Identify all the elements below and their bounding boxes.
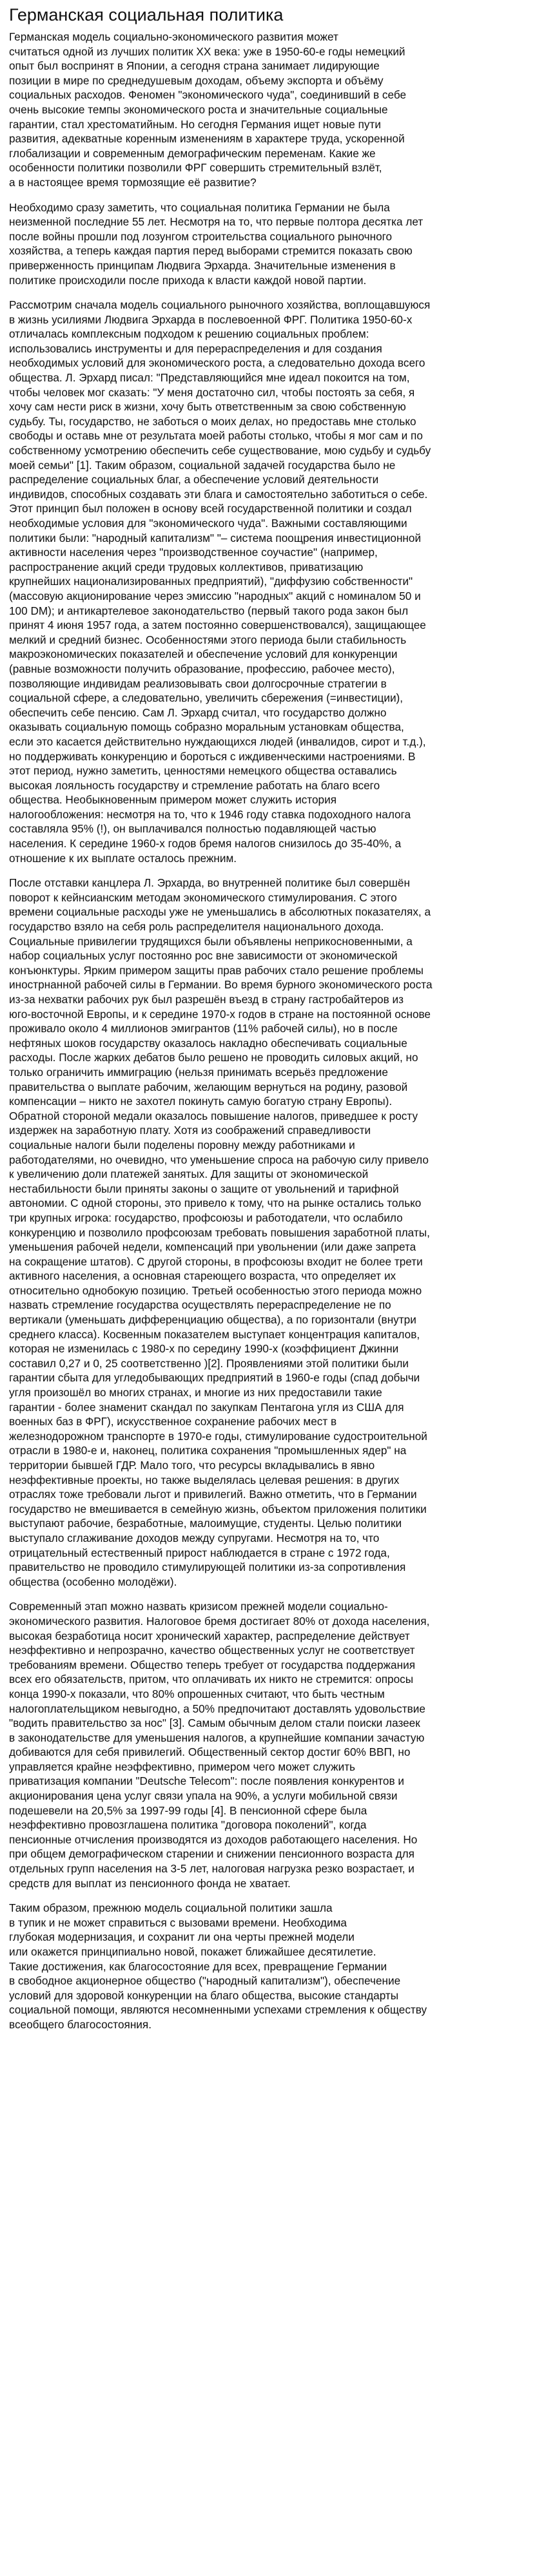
- page-title: Германская социальная политика: [9, 5, 284, 24]
- paragraph-keynesian-turn: После отставки канцлера Л. Эрхарда, во внутренней политике был совершён поворот к кейнсианским методам экономического стимулирования. С этого времени социальные расходы уже не уменьшались в абсолютных показателях, а государство взяло на себя роль распределителя национального дохода. Социальные привилегии трудящихся были объявлены неприкосновенными, а набор социальных услуг постоянно рос вне зависимости от экономической конъюнктуры. Ярким примером защиты прав рабочих стало решение проблемы инострнанной рабочей силы в Германии. Во время бурного экономического роста из-за нехватки рабочих рук был разрешён въезд в страну гастробайтеров из юго-восточной Европы, и к середине 1970-х годов в стране на постоянной основе проживало около 4 миллионов эмигрантов (11% рабочей силы), но в после нефтяных шоков государству оказалось накладно обеспечивать социальные расходы. После жарких дебатов было решено не проводить силовых акций, но только ограничить иммиграцию (нельзя принимать всерьёз предложение правительства о выплате рабочим, желающим вернуться на родину, разовой компенсации – никто не захотел покинуть самую богатую страну Европы). Обратной стороной медали оказалось повышение налогов, приведшее к росту издержек на заработную плату. Хотя из соображений справедливости социальные налоги были поделены поровну между работниками и работодателями, но очевидно, что уменьшение спроса на рабочую силу привело к увеличению доли платежей занятых. Для защиты от экономической нестабильности были приняты законы о защите от увольнений и тарифной автономии. С одной стороны, это привело к тому, что на рынке остались только три крупных игрока: государство, профсоюзы и работодатели, что ослабило конкуренцию и позволило профсоюзам требовать повышения заработной платы, уменьшения рабочей недели, компенсаций при увольнении (или даже запрета на сокращение штатов). С другой стороны, в профсоюзы входит не более трети активного населения, а основная стареющего возраста, что определяет их относительно однобокую позицию. Третьей особенностью этого периода можно назвать стремление государства осуществлять перераспределение не по вертикали (уменьшать дифференциацию общества), а по горизонтали (внутри среднего класса). Косвенным показателем выступает концентрация капиталов, которая не изменилась с 1980-х по середину 1990-х (коэффициент Джинни составил 0,27 и 0, 25 соответственно )[2]. Проявлениями этой политики были гарантии сбыта для угледобывающих предприятий в 1960-е годы (спад добычи угля произошёл во многих странах, и многие из них предоставили такие гарантии - более знаменит скандал по закупкам Пентагона угля из США для военных баз в ФРГ), искусственное сохранение рабочих мест в железнодорожном транспорте в 1970-е годы, стимулирование судостроительной отрасли в 1980-е и, наконец, политика сохранения "промышленных ядер" на территории бывшей ГДР. Мало того, что ресурсы вкладывались в явно неэффективные проекты, но также выделялась целевая решения: в других отраслях тоже требовали льгот и привилегий. Важно отметить, что в Германии государство не вмешивается в семейную жизнь, объектом приложения политики выступают рабочие, безработные, малоимущие, студенты. Целью политики выступало сглаживание доходов между супругами. Несмотря на то, что отрицательный естественный прирост наблюдается в стране с 1972 года, правительство не проводило стимулирующей политики из-за сопротивления общества (особенно молодёжи).: [9, 876, 433, 1588]
- paragraph-erhard-model: Рассмотрим сначала модель социального рыночного хозяйства, воплощавшуюся в жизнь усилиями Людвига Эрхарда в послевоенной ФРГ. Политика 1950-60-х отличалась комплексным подходом к решению социальных проблем: использовались инструменты и для перераспределения и для создания необходимых условий для экономического роста, а следовательно дохода всего общества. Л. Эрхард писал: "Представляющийся мне идеал покоится на том, чтобы человек мог сказать: "У меня достаточно сил, чтобы постоять за себя, я хочу сам нести риск в жизни, хочу быть ответственным за свою собственную судьбу. Ты, государство, не заботься о моих делах, но предоставь мне столько свободы и оставь мне от результата моей работы столько, чтобы я мог сам и по собственному усмотрению обеспечить себе существование, мою судьбу и судьбу моей семьи" [1]. Таким образом, социальной задачей государства было не распределение социальных благ, а обеспечение условий деятельности индивидов, способных создавать эти блага и самостоятельно заботиться о себе. Этот принцип был положен в основу всей государственной политики и создал необходимые условия для "экономического чуда". Важными составляющими политики были: "народный капитализм" "– система поощрения инвестиционной активности населения через "производственное соучастие" (например, распространение акций среди трудовых коллективов, приватизацию крупнейших национализированных предприятий), "диффузию собственности" (массовую акционирование через эмиссию "народных" акций с номиналом 50 и 100 DM); и антикартелевое законодательство (первый такого рода закон был принят 4 июня 1957 года, а затем постоянно совершенствовался), защищающее мелкий и средний бизнес. Особенностями этого периода были стабильность макроэкономических показателей и обеспечение условий для конкуренции (равные возможности получить образование, профессию, рабочее место), позволяющие индивидам реализовывать свои долгосрочные стратегии в социальной сфере, а следовательно, увеличить сбережения (=инвестиции), обеспечить себе пенсию. Сам Л. Эрхард считал, что государство должно оказывать социальную помощь собразно моральным установкам общества, если это касается действительно нуждающихся людей (инвалидов, сирот и т.д.), но поддерживать конкуренцию и бороться с иждивенческими настроениями. В этот период, нужно заметить, ценностями немецкого общества оставались высокая лояльность государству и стремление работать на благо всего общества. Необыкновенным примером может служить история налогообложения: несмотря на то, что к 1946 году ставка подоходного налога составляла 95% (!), он выплачивался полностью подавляющей частью населения. К середине 1960-х годов бремя налогов снизилось до 35-40%, а отношение к их выплате осталось прежним.: [9, 298, 431, 865]
- paragraph-intro: Германская модель социально-экономического развития может считаться одной из лучших политик XX века: уже в 1950-60-е годы немецкий опыт был воспринят в Японии, а сегодня страна занимает лидирующие позиции в мире по среднедушевым доходам, объему экспорта и объёму социальных расходов. Феномен "экономического чуда", соединивший в себе очень высокие темпы экономического роста и значительные социальные гарантии, стал хрестоматийным. Но сегодня Германия ищет новые пути развития, адекватные коренным изменениям в характере труда, ускоренной глобализации и современным демографическим переменам. Какие же особенности политики позволили ФРГ совершить стремительный взлёт, а в настоящее время тормозящие её развитие?: [9, 30, 407, 189]
- paragraph-policy-changes: Необходимо сразу заметить, что социальная политика Германии не была неизменной последние 55 лет. Несмотря на то, что первые полтора десятка лет после войны прошли под лозунгом строительства социального рыночного хозяйства, а теперь каждая партия перед выборами стремится показать свою приверженность принципам Людвига Эрхарда. Значительные изменения в политике происходили после прихода к власти каждой новой партии.: [9, 200, 424, 287]
- paragraph-conclusion: Таким образом, прежнюю модель социальной политики зашла в тупик и не может справиться с вызовами времени. Необходима глубокая модернизация, и сохранит ли она черты прежней модели или окажется принципиально новой, покажет ближайшее десятилетие. Такие достижения, как благосостояние для всех, превращение Германии в свободное акционерное общество ("народный капитализм"), обеспечение условий для здоровой конкуренции на благо общества, высокие стандарты социальной помощи, являются несомненными успехами стремления к обществу всеобщего благосостояния.: [9, 1901, 427, 2031]
- paragraph-modern-crisis: Современный этап можно назвать кризисом прежней модели социально- экономического развития. Налоговое бремя достигает 80% от дохода населения, высокая безработица носит хронический характер, распределение действует неэффективно и непрозрачно, качество общественных услуг не соответствует требованиям времени. Общество теперь требует от государства поддержания всех его обязательств, притом, что оплачивать их никто не стремится: опросы конца 1990-х показали, что 80% опрошенных считают, что быть честным налогоплательщиком невыгодно, а 50% предпочитают доставлять удовольствие "водить правительство за нос" [3]. Самым обычным делом стали поиски лазеек в законодательстве для уменьшения налогов, а крупнейшие компании зачастую добиваются для себя привилегий. Общественный сектор достиг 60% ВВП, но управляется крайне неэффективно, примером чего может служить приватизация компании "Deutsche Telecom": после появления конкурентов и акционирования цена услуг связи упала на 90%, а услуги мобильной связи подешевели на 20,5% за 1997-99 годы [4]. В пенсионной сфере была неэффективно провозглашена политика "договора поколений", когда пенсионные отчисления производятся из доходов работающего населения. Но при общем демографическом старении и снижении пенсионного возраста для отдельных групп населения на 3-5 лет, налоговая нагрузка резко возрастает, и средств для выплат из пенсионного фонда не хватает.: [9, 1600, 430, 1890]
